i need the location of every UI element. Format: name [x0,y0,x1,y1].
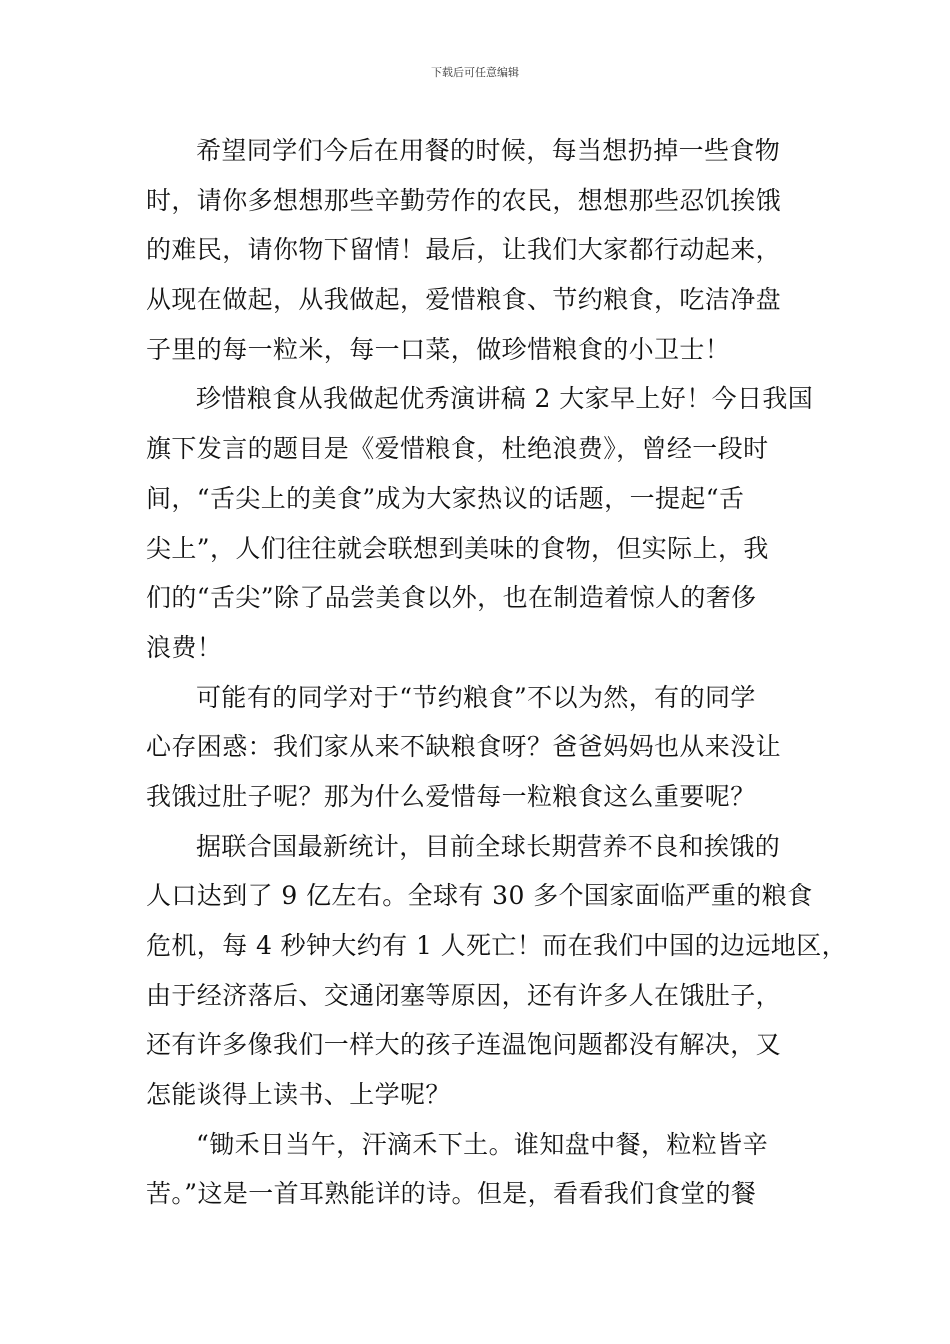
text-line: 尖上”，人们往往就会联想到美味的食物，但实际上，我 [146,533,769,563]
text-line: 心存困惑：我们家从来不缺粮食呀？爸爸妈妈也从来没让 [146,732,782,762]
text-line: 怎能谈得上读书、上学呢？ [146,1080,451,1110]
text-line: 人口达到了 9 亿左右。全球有 30 多个国家面临严重的粮食 [146,881,813,911]
text-line: 希望同学们今后在用餐的时候，每当想扔掉一些食物 [196,136,781,165]
document-body [146,126,848,1219]
text-line: 从现在做起，从我做起，爱惜粮食、节约粮食，吃洁净盘 [146,285,782,315]
text-line: 据联合国最新统计，目前全球长期营养不良和挨饿的 [196,831,781,861]
text-line: 还有许多像我们一样大的孩子连温饱问题都没有解决，又 [146,1030,782,1060]
text-line: 我饿过肚子呢？那为什么爱惜每一粒粮食这么重要呢？ [146,781,756,811]
text-line: 间，“舌尖上的美食”成为大家热议的话题，一提起“舌 [146,483,745,513]
text-line: 浪费！ [146,632,223,662]
text-line: 旗下发言的题目是《爱惜粮食，杜绝浪费》，曾经一段时 [146,434,769,464]
text-line: 子里的每一粒米，每一口菜，做珍惜粮食的小卫士！ [146,334,731,364]
text-line: 苦。”这是一首耳熟能详的诗。但是，看看我们食堂的餐 [146,1179,757,1209]
text-line: 的难民，请你物下留情！最后，让我们大家都行动起来， [146,235,782,265]
text-line: 时，请你多想想那些辛勤劳作的农民，想想那些忍饥挨饿 [146,185,782,215]
text-line: 由于经济落后、交通闭塞等原因，还有许多人在饿肚子， [146,980,782,1010]
text-line: “锄禾日当午，汗滴禾下土。谁知盘中餐，粒粒皆辛 [196,1129,768,1159]
text-line: 们的“舌尖”除了品尝美食以外，也在制造着惊人的奢侈 [146,583,757,613]
text-line: 危机，每 4 秒钟大约有 1 人死亡！而在我们中国的边远地区， [146,931,848,960]
page-header-note: 下载后可任意编辑 [431,66,519,79]
text-line: 可能有的同学对于“节约粮食”不以为然，有的同学 [196,682,756,712]
text-line: 珍惜粮食从我做起优秀演讲稿 2 大家早上好！今日我国 [196,384,814,414]
